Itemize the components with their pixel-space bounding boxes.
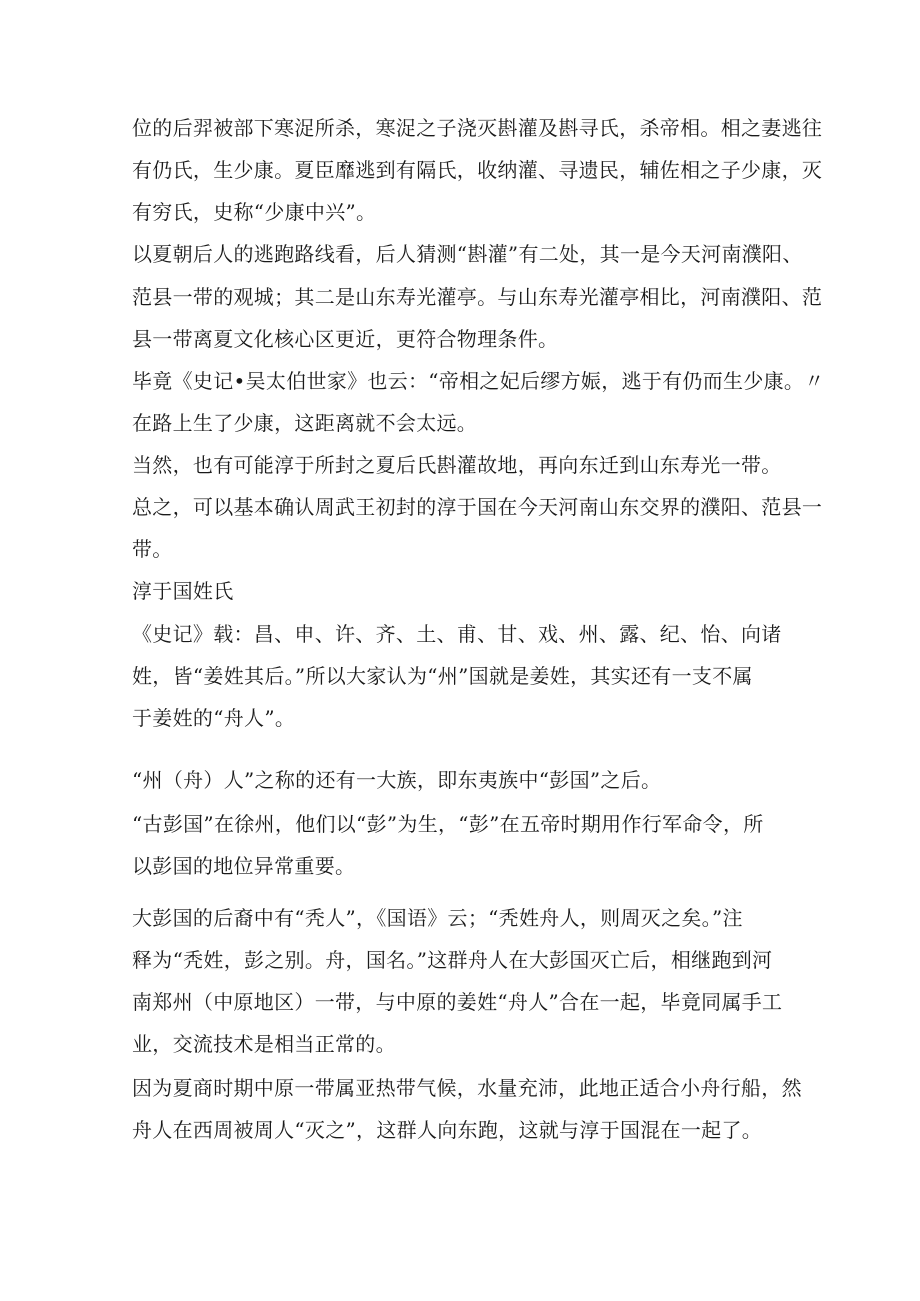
text-line: 以夏朝后人的逃跑路线看，后人猜测“斟灌”有二处，其一是今天河南濮阳、 [132,242,803,266]
text-line: 在路上生了少康，这距离就不会太远。 [132,411,478,435]
text-line: “州（舟）人”之称的还有一大族，即东夷族中“彭国”之后。 [132,768,662,792]
text-line: 因为夏商时期中原一带属亚热带气候，水量充沛，此地正适合小舟行船，然 [132,1076,802,1100]
text-line: 于姜姓的“舟人”。 [132,706,296,730]
section-heading: 淳于国姓氏 [132,579,234,603]
text-line: 大彭国的后裔中有“秃人”，《国语》云；“秃姓舟人，则周灭之矣。”注 [132,906,743,930]
text-line: 带。 [132,537,173,561]
text-line: 总之，可以基本确认周武王初封的淳于国在今天河南山东交界的濮阳、范县一 [132,495,823,519]
text-line: 姓，皆“姜姓其后。”所以大家认为“州”国就是姜姓，其实还有一支不属 [132,664,753,688]
text-line: “古彭国”在徐州，他们以“彭”为生，“彭”在五帝时期用作行军命令，所 [132,812,764,836]
text-line: 舟人在西周被周人“灭之”，这群人向东跑，这就与淳于国混在一起了。 [132,1118,763,1142]
text-line: 有穷氏，史称“少康中兴”。 [132,200,377,224]
text-line: 当然，也有可能淳于所封之夏后氏斟灌故地，再向东迁到山东寿光一带。 [132,453,782,477]
text-line: 范县一带的观城；其二是山东寿光灌亭。与山东寿光灌亭相比，河南濮阳、范 [132,285,823,309]
text-line: 南郑州（中原地区）一带，与中原的姜姓“舟人”合在一起，毕竟同属手工 [132,990,783,1014]
text-line: 毕竟《史记•吴太伯世家》也云：“帝相之妃后缪方娠，逃于有仍而生少康。〃 [132,369,825,393]
text-line: 释为“秃姓，彭之别。舟，国名。”这群舟人在大彭国灭亡后，相继跑到河 [132,948,773,972]
text-line: 《史记》载：昌、申、许、齐、土、甫、甘、戏、州、露、纪、怡、向诸 [132,622,782,646]
text-line: 业，交流技术是相当正常的。 [132,1032,396,1056]
text-line: 县一带离夏文化核心区更近，更符合物理条件。 [132,327,559,351]
text-line: 以彭国的地位异常重要。 [132,854,356,878]
text-line: 有仍氏，生少康。夏臣靡逃到有隔氏，收纳灌、寻遗民，辅佐相之子少康，灭 [132,158,823,182]
text-line: 位的后羿被部下寒浞所杀，寒浞之子浇灭斟灌及斟寻氏，杀帝相。相之妻逃往 [132,116,823,140]
